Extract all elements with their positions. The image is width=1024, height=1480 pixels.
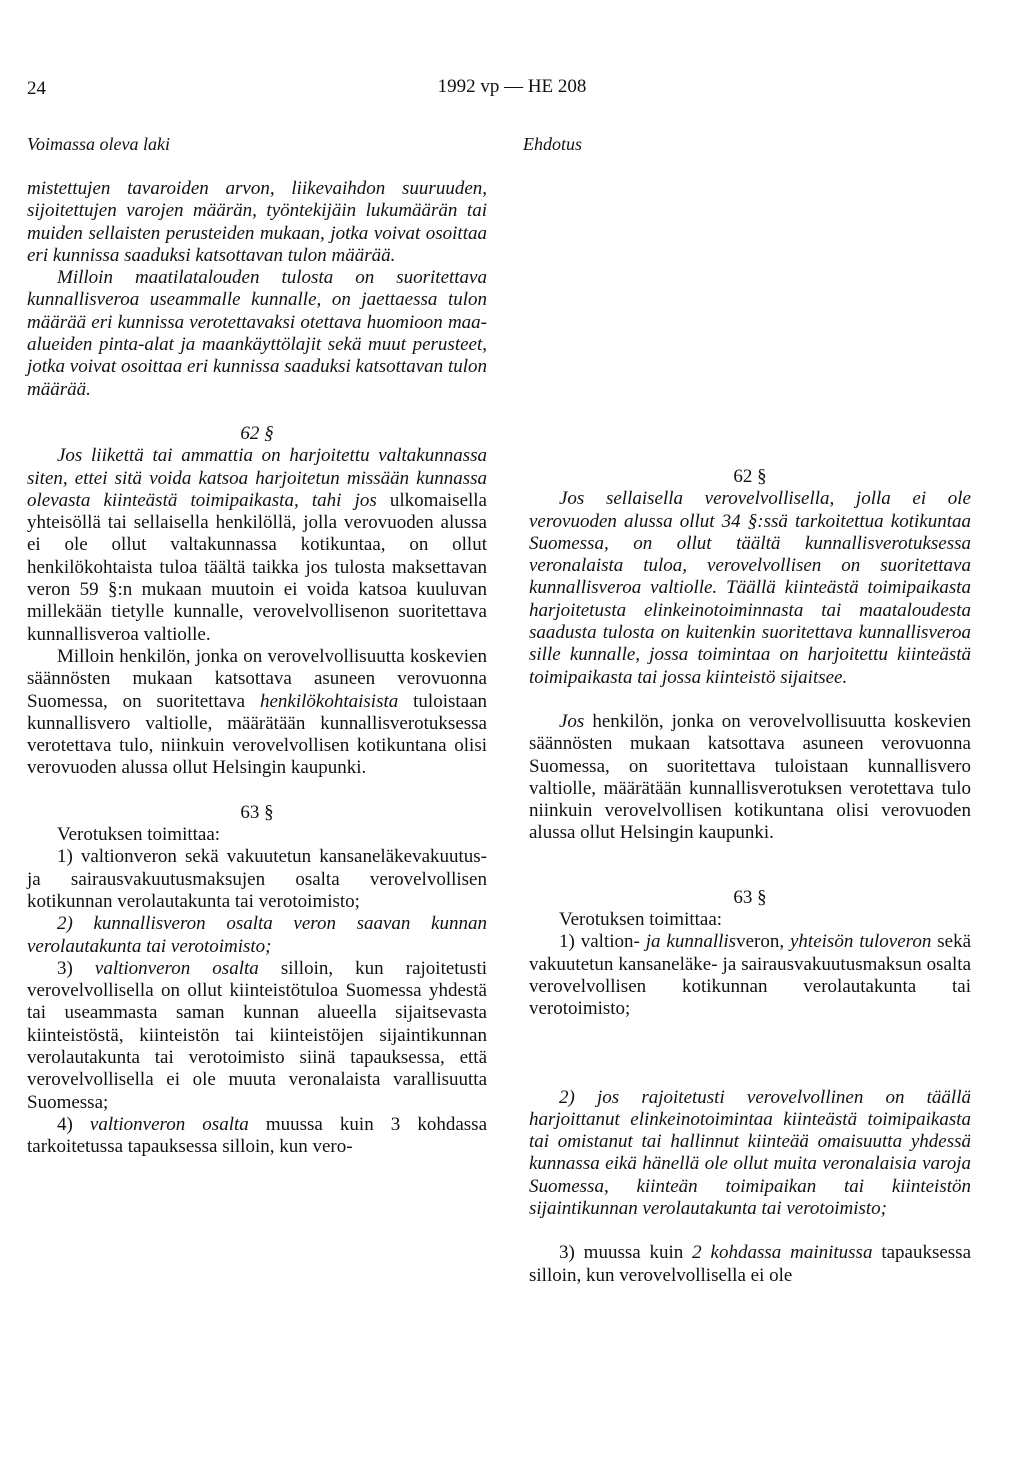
list-item: [27, 958, 487, 1114]
text-span: 3) muussa kuin: [559, 1242, 684, 1264]
text-span: 4): [57, 1113, 73, 1135]
italic-span: Jos liikettä tai ammattia on harjoitettu valtakunnassa siten, ettei sitä voida katsoa harjoitetun missään kunnassa olevasta kiinteästä toimipaikasta, tahi jos: [27, 445, 487, 511]
section-heading-63: 63 §: [733, 886, 767, 908]
italic-span: Jos: [559, 710, 585, 732]
italic-span: 2 kohdassa mainitussa: [692, 1242, 873, 1264]
text-span: Milloin henkilön, jonka on verovelvollisuutta koskevien säännösten mukaan katsottava asuneen verovuonna Suomessa, on suoritettava: [27, 645, 487, 712]
text-span: muussa kuin 3 kohdassa tarkoitetussa tapauksessa silloin, kun vero-: [27, 1113, 488, 1158]
text-span: sekä vakuutetun kansaneläke- ja sairausvakuutusmaksun osalta verovelvollisen kotikunnan verolautakunta tai verotoimisto;: [529, 931, 972, 1020]
list-item: 1) valtionveron sekä vakuutetun kansaneläkevakuutus- ja sairausvakuutusmaksujen osalta verovelvollisen kotikunnan verolautakunta tai verotoimisto;: [27, 846, 487, 912]
paragraph: Jos sellaisella verovelvollisella, jolla ei ole verovuoden alussa ollut 34 §:ssä tarkoitettua kotikuntaa Suomessa, on ollut täältä kunnallisverotuksessa veronalaista tuloa, verovelvollisen on suoritettava kunnallisveroa valtiolle. Täällä kiinteästä toimipaikasta harjoitetusta elinkeinotoiminnasta tai maataloudesta saadusta tulosta on kuitenkin suoritettava kunnallisveroa sille kunnalle, jossa toimintaa on harjoitettu kiinteästä toimipaikasta tai jossa kiinteistö sijaitsee.: [529, 488, 971, 688]
proposal-column: [529, 466, 971, 1287]
paragraph: [27, 445, 487, 646]
text-span: 1) valtion-: [559, 931, 640, 953]
paragraph: Milloin maatilatalouden tulosta on suoritettava kunnallisveroa useammalle kunnalle, on jaettaessa tulon määrää eri kunnissa verotettavaksi otettava huomioon maa-alueiden pinta-alat ja maankäyttölajit sekä muut perusteet, jotka voivat osoittaa eri kunnissa saaduksi katsottavan tulon määrää.: [27, 267, 487, 400]
italic-span: ja kunnallis: [645, 931, 737, 953]
current-law-column: [27, 178, 487, 1158]
text-span: 3): [57, 957, 73, 979]
paragraph: Verotuksen toimittaa:: [57, 824, 221, 846]
section-heading-62: 62 §: [240, 422, 274, 444]
italic-span: henkilökohtaisista: [260, 690, 399, 712]
text-span: tuloistaan kunnallisvero valtiolle, määrätään kunnallisverotuksessa verotettava tulo, niinkuin verovelvollisen kotikuntana olisi verovuoden alussa ollut Helsingin kaupunki.: [27, 690, 488, 779]
text-span: silloin, kun rajoitetusti verovelvollisella on ollut kiinteistötuloa Suomessa yhdestä tai useammasta saman kunnan alueella sijaitsevasta kiinteistöstä, kiinteistön tai kiinteistöjen sijaintikunnan verolautakunta tai verotoimisto siinä tapauksessa, että verovelvollisella ei ole muuta veronalaista varallisuutta Suomessa;: [27, 957, 488, 1113]
list-item: [27, 1114, 487, 1159]
italic-span: yhteisön tuloveron: [790, 931, 932, 953]
page-number: 24: [27, 78, 46, 99]
list-item: [529, 1242, 971, 1287]
text-span: ulkomaisella yhteisöllä tai sellaisella henkilöllä, jolla verovuoden alussa ei ole ollut valtakunnassa kotikuntaa, on ollut henkilökohtaista tuloa täältä taikka jos tulosta maksettavan veron 59 §:n mukaan muutoin ei voida katsoa kuuluvan millekään tietylle kunnalle, verovelvollisenon suoritettava kunnallisveroa valtiolle.: [27, 489, 487, 645]
list-item: 2) kunnallisveron osalta veron saavan kunnan verolautakunta tai verotoimisto;: [27, 913, 487, 957]
list-item: [529, 931, 971, 1020]
paragraph: [27, 646, 487, 780]
list-item: 2) jos rajoitetusti verovelvollinen on täällä harjoittanut elinkeinotoimintaa kiinteästä toimipaikasta tai omistanut tai hallinnut kiinteää omaisuutta yhdessä kunnassa eikä hänellä ole ollut muita veronalaisia varoja Suomessa, kiinteän toimipaikan tai kiinteistön sijaintikunnan verolautakunta tai verotoimisto;: [529, 1086, 971, 1220]
right-column-heading: Ehdotus: [523, 134, 583, 154]
running-title: 1992 vp — HE 208: [437, 76, 587, 97]
italic-span: valtionveron osalta: [94, 957, 259, 979]
left-column-heading: Voimassa oleva laki: [27, 134, 170, 154]
paragraph: Verotuksen toimittaa:: [559, 909, 723, 931]
text-span: tapauksessa silloin, kun verovelvollisella ei ole: [529, 1242, 972, 1286]
text-span: henkilön, jonka on verovelvollisuutta koskevien säännösten mukaan katsottava asuneen verovuonna Suomessa, on suoritettava tuloistaan kunnallisvero valtiolle, määrätään kunnallisverotuksen verotettava tulo niinkuin verovelvollisen kotikuntana olisi verovuoden alussa ollut Helsingin kaupunki.: [529, 710, 972, 844]
paragraph: [529, 711, 971, 845]
section-heading-63: 63 §: [240, 801, 274, 823]
text-span: veron,: [736, 931, 785, 953]
section-heading-62: 62 §: [733, 466, 767, 487]
italic-span: valtionveron osalta: [89, 1113, 249, 1135]
paragraph: mistettujen tavaroiden arvon, liikevaihdon suuruuden, sijoitettujen varojen määrän, työntekijäin lukumäärän tai muiden sellaisten perusteiden mukaan, jotka voivat osoittaa eri kunnissa saaduksi katsottavan tulon määrää.: [27, 178, 487, 266]
